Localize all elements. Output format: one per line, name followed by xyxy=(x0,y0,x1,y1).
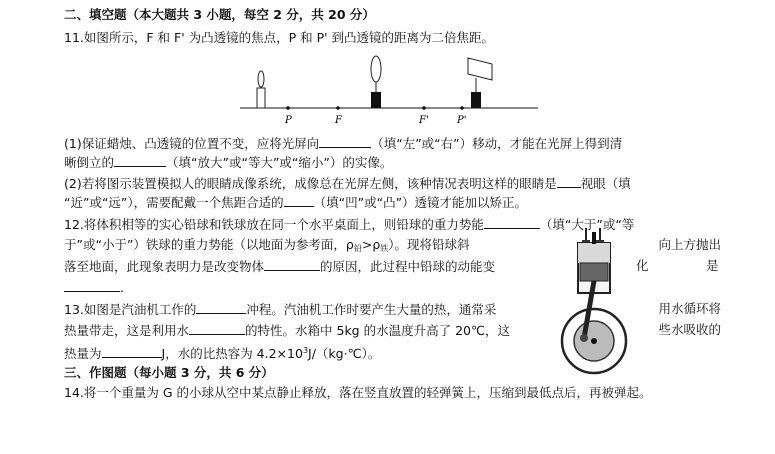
q12-line3-char-shi: 是 xyxy=(706,258,719,273)
q14-text: 14.将一个重量为 G 的小球从空中某点静止释放，落在竖直放置的轻弹簧上，压缩到最低点后，再被弹起。 xyxy=(64,385,652,400)
q11-stem: 11.如图所示，F 和 F' 为凸透镜的焦点，P 和 P' 到凸透镜的距离为二倍焦距。 xyxy=(64,30,495,45)
q12-line2-right: 向上方抛出 xyxy=(658,237,721,252)
label-p-prime: P' xyxy=(457,115,467,126)
answer-blank[interactable] xyxy=(484,215,540,229)
answer-blank[interactable] xyxy=(557,174,581,188)
answer-blank[interactable] xyxy=(196,300,246,314)
answer-blank[interactable] xyxy=(102,344,162,358)
answer-blank[interactable] xyxy=(64,278,120,292)
q12-line4: . xyxy=(64,278,124,297)
q13-line1: 13.如图是汽油机工作的 冲程。汽油机工作时要产生大量的热，通常采 xyxy=(64,302,497,317)
label-f-prime: F' xyxy=(419,115,429,126)
gasoline-engine-figure xyxy=(548,226,638,376)
q11-part1-line1: (1)保证蜡烛、凸透镜的位置不变，应将光屏向 （填“左”或“右”）移动，才能在光屏上得到清 xyxy=(64,136,623,151)
point-p xyxy=(286,106,290,110)
answer-blank[interactable] xyxy=(264,257,320,271)
answer-blank[interactable] xyxy=(189,321,245,335)
candle-icon xyxy=(257,71,265,108)
optical-bench-figure xyxy=(240,50,540,130)
q11-part1-line2: 晰倒立的 （填“放大”或“等大”或“缩小”）的实像。 xyxy=(64,155,393,170)
q13-line2-right: 些水吸收的 xyxy=(658,322,721,337)
q12-line2: 于”或“小于”）铁球的重力势能（以地面为参考面，$\rho_铅>\rho_铁$）。现将铅球斜 xyxy=(64,237,470,253)
point-p-prime xyxy=(460,106,464,110)
section-heading-fill-in: 二、填空题（本大题共 3 小题，每空 2 分，共 20 分） xyxy=(64,7,375,22)
q12-line3: 落至地面，此现象表明力是改变物体 的原因，此过程中铅球的动能变 xyxy=(64,259,496,274)
section-heading-drawing: 三、作图题（每小题 3 分，共 6 分） xyxy=(64,365,274,380)
answer-blank[interactable] xyxy=(284,193,314,207)
q12-line3-char-hua: 化 xyxy=(636,258,649,273)
q12-line1: 12.将体积相等的实心铅球和铁球放在同一个水平桌面上，则铅球的重力势能 （填“大于”或“等 xyxy=(64,217,635,232)
point-f-prime xyxy=(422,106,426,110)
light-screen-icon xyxy=(468,58,492,108)
label-p: P xyxy=(285,115,292,126)
q13-line2: 热量带走，这是利用水 的特性。水箱中 5kg 的水温度升高了 20℃，这 xyxy=(64,323,511,338)
convex-lens-icon xyxy=(371,56,381,108)
q11-part2-line2: “近”或“远”），需要配戴一个焦距合适的 （填“凹”或“凸”）透镜才能加以矫正。 xyxy=(64,195,528,210)
answer-blank[interactable] xyxy=(114,153,166,167)
q13-line3: 热量为 J，水的比热容为 $4.2\times 10^3J/(kg\cdot℃)$。 xyxy=(64,346,381,361)
q11-part2-line1: (2)若将图示装置模拟人的眼睛成像系统，成像总在光屏左侧，该种情况表明这样的眼睛是 视眼（填 xyxy=(64,176,631,191)
point-f xyxy=(336,106,340,110)
answer-blank[interactable] xyxy=(319,134,371,148)
q13-line1-right: 用水循环将 xyxy=(658,301,721,316)
label-f: F xyxy=(335,115,342,126)
